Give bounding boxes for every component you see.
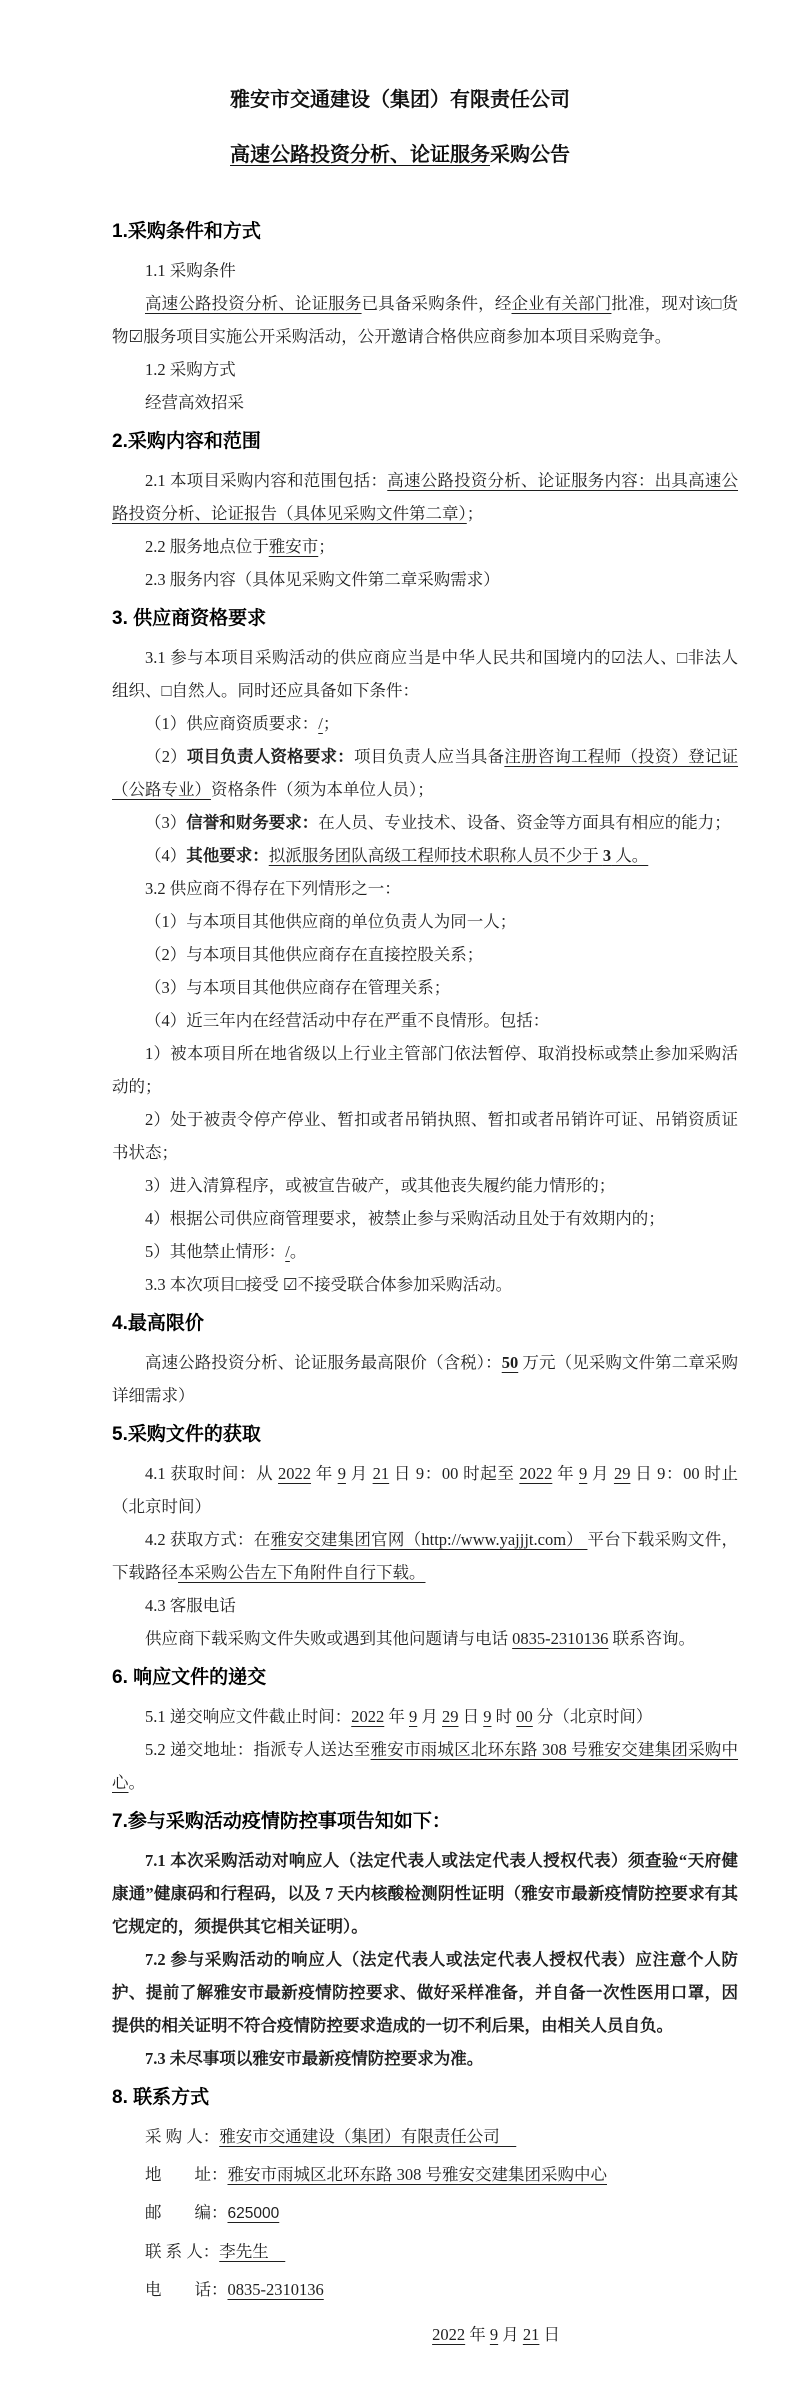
text-run: 29 — [442, 1707, 459, 1726]
paragraph — [112, 287, 738, 353]
text-run: 9 — [579, 1464, 588, 1483]
paragraph — [112, 905, 738, 938]
text-run: ； — [322, 714, 340, 733]
paragraph — [112, 353, 738, 386]
text-run: 9 — [483, 1707, 492, 1726]
text-run: （3）与本项目其他供应商存在管理关系； — [145, 978, 451, 997]
text-run: 平台下载采购文件，下载路径 — [112, 1530, 739, 1582]
text-run: / — [285, 1242, 290, 1261]
text-run: 拟派服务团队高级工程师技术职称人员不少于 — [268, 846, 603, 865]
text-run: 信誉和财务要求： — [186, 813, 319, 832]
contact-row — [112, 2158, 738, 2191]
text-run: 日 9：00 时止（北京时间） — [112, 1464, 739, 1516]
text-run: 1）被本项目所在地省级以上行业主管部门依法暂停、取消投标或禁止参加采购活动的； — [112, 1044, 738, 1096]
paragraph — [112, 872, 738, 905]
text-run: 5.2 递交地址：指派专人送达至 — [145, 1740, 371, 1759]
text-run: 高速公路投资分析、论证服务 — [230, 144, 490, 166]
document-date — [112, 2318, 738, 2351]
text-run: 1.2 采购方式 — [145, 360, 236, 379]
text-run: ； — [318, 537, 335, 556]
paragraph — [112, 1004, 738, 1037]
text-run: 分（北京时间） — [532, 1707, 653, 1726]
contact-row — [112, 2235, 738, 2268]
paragraph — [112, 1700, 738, 1733]
text-run: 年 — [311, 1464, 338, 1483]
paragraph — [112, 254, 738, 287]
section-1 — [112, 219, 738, 419]
paragraph — [112, 1235, 738, 1268]
section-8 — [112, 2085, 738, 2306]
text-run: 9 — [409, 1707, 418, 1726]
text-run: 3.2 供应商不得存在下列情形之一： — [145, 879, 401, 898]
paragraph — [112, 938, 738, 971]
section-heading: 8. 联系方式 — [112, 2087, 210, 2108]
paragraph — [112, 563, 738, 596]
text-run: 29 — [613, 1464, 631, 1483]
section-heading: 5.采购文件的获取 — [112, 1424, 261, 1445]
text-run: 7.2 参与采购活动的响应人（法定代表人或法定代表人授权代表）应注意个人防护、提前了解雅安市最新疫情防控要求、做好采样准备，并自备一次性医用口罩，因提供的相关证明不符合疫情防控要求造成的一切不利后果，由相关人员自负。 — [112, 1950, 738, 2035]
text-run: 供应商下载采购文件失败或遇到其他问题请与电话 — [145, 1629, 513, 1648]
text-run: 人。 — [611, 846, 649, 865]
text-run: 2.2 服务地点位于 — [145, 537, 269, 556]
text-run: 邮 编： — [145, 2203, 228, 2222]
paragraph — [112, 1844, 738, 1943]
text-run: 2.1 本项目采购内容和范围包括： — [145, 471, 388, 490]
section-heading: 2.采购内容和范围 — [112, 431, 261, 452]
text-run: 。 — [128, 1773, 145, 1792]
text-run: 00 — [516, 1707, 533, 1726]
text-run: 4.3 客服电话 — [145, 1596, 236, 1615]
paragraph — [112, 971, 738, 1004]
paragraph — [112, 1523, 738, 1589]
paragraph — [112, 464, 738, 530]
text-run: 在人员、专业技术、设备、资金等方面具有相应的能力； — [318, 813, 731, 832]
text-run: 2022 — [432, 2325, 466, 2344]
text-run: 采购公告 — [490, 144, 570, 166]
text-run: 4.2 获取方式：在 — [145, 1530, 271, 1549]
text-run: 其他要求： — [186, 846, 269, 865]
paragraph — [112, 740, 738, 806]
paragraph — [112, 1589, 738, 1622]
contact-row — [112, 2273, 738, 2306]
text-run: （3） — [145, 813, 187, 832]
text-run: （1）与本项目其他供应商的单位负责人为同一人； — [145, 912, 517, 931]
text-run: 批准，现对该□货物☑服务项目实施公开采购活动，公开邀请合格供应商参加本项目采购竞争。 — [112, 294, 739, 346]
document-body — [112, 219, 738, 2306]
text-run: 地 址： — [145, 2165, 228, 2184]
text-run: 月 — [587, 1464, 614, 1483]
text-run: 年 — [465, 2325, 490, 2344]
text-run: 9 — [337, 1464, 346, 1483]
text-run: （2）与本项目其他供应商存在直接控股关系； — [145, 945, 484, 964]
text-run: 月 — [417, 1707, 442, 1726]
text-run: 7.3 未尽事项以雅安市最新疫情防控要求为准。 — [145, 2049, 484, 2068]
document-title-line2 — [62, 141, 738, 169]
text-run: 9 — [489, 2325, 499, 2344]
paragraph — [112, 1202, 738, 1235]
text-run: 4.1 获取时间：从 — [145, 1464, 279, 1483]
text-run: 2022 — [278, 1464, 312, 1483]
text-run: 5）其他禁止情形： — [145, 1242, 286, 1261]
text-run: 21 — [522, 2325, 540, 2344]
paragraph — [112, 1943, 738, 2042]
paragraph — [112, 2042, 738, 2075]
text-run: 1.1 采购条件 — [145, 261, 236, 280]
text-run: 5.1 递交响应文件截止时间： — [145, 1707, 352, 1726]
text-run: ； — [466, 504, 484, 523]
text-run: 月 — [345, 1464, 373, 1483]
text-run: （4）近三年内在经营活动中存在严重不良情形。包括： — [145, 1011, 550, 1030]
text-run: 年 — [384, 1707, 409, 1726]
text-run: 625000 — [227, 2205, 280, 2222]
text-run: 企业有关部门 — [511, 294, 612, 313]
section-5 — [112, 1422, 738, 1655]
section-heading: 7.参与采购活动疫情防控事项告知如下： — [112, 1811, 451, 1832]
paragraph — [112, 530, 738, 563]
paragraph — [112, 1622, 738, 1655]
text-run: 高速公路投资分析、论证服务内容：出具高速公路投资分析、论证报告（具体见采购文件第二章） — [112, 471, 739, 523]
section-6 — [112, 1665, 738, 1799]
text-run: 高速公路投资分析、论证服务 — [145, 294, 362, 313]
section-2 — [112, 429, 738, 596]
text-run: 7.1 本次采购活动对响应人（法定代表人或法定代表人授权代表）须查验“天府健康通”健康码和行程码，以及 7 天内核酸检测阴性证明（雅安市最新疫情防控要求有其它规定的，须提供其它相关证明）。 — [112, 1851, 738, 1936]
text-run: 3.1 参与本项目采购活动的供应商应当是中华人民共和国境内的☑法人、□非法人组织、□自然人。同时还应具备如下条件： — [112, 648, 738, 700]
text-run: 0835-2310136 — [512, 1629, 609, 1648]
paragraph — [112, 1346, 738, 1412]
text-run: 已具备采购条件，经 — [361, 294, 512, 313]
text-run: 雅安市 — [268, 537, 319, 556]
section-7 — [112, 1809, 738, 2075]
text-run: 日 — [458, 1707, 484, 1726]
paragraph — [112, 641, 738, 707]
text-run: 时 — [491, 1707, 517, 1726]
text-run: 万元（见采购文件第二章采购详细需求） — [112, 1353, 739, 1405]
paragraph — [112, 1103, 738, 1169]
text-run: 本采购公告左下角附件自行下载。 — [178, 1563, 426, 1582]
text-run: 3.3 本次项目□接受 ☑不接受联合体参加采购活动。 — [145, 1275, 513, 1294]
paragraph — [112, 1733, 738, 1799]
section-heading: 4.最高限价 — [112, 1313, 204, 1334]
text-run: 21 — [372, 1464, 390, 1483]
section-3 — [112, 606, 738, 1301]
text-run: 3 — [602, 846, 612, 865]
text-run: 年 — [552, 1464, 579, 1483]
text-run: 资格条件（须为本单位人员）； — [211, 780, 434, 799]
text-run: 项目负责人应当具备 — [353, 747, 505, 766]
text-run: 采 购 人： — [145, 2127, 220, 2146]
text-run: （2） — [145, 747, 187, 766]
text-run: 2.3 服务内容（具体见采购文件第二章采购需求） — [145, 570, 500, 589]
text-run: （1）供应商资质要求： — [145, 714, 319, 733]
section-heading: 3. 供应商资格要求 — [112, 608, 267, 629]
text-run: 3）进入清算程序，或被宣告破产，或其他丧失履约能力情形的； — [145, 1176, 616, 1195]
paragraph — [112, 386, 738, 419]
paragraph — [112, 1457, 738, 1523]
contact-row — [112, 2196, 738, 2230]
paragraph — [112, 1169, 738, 1202]
section-heading: 1.采购条件和方式 — [112, 221, 261, 242]
paragraph — [112, 1037, 738, 1103]
text-run: 李先生 — [219, 2242, 286, 2261]
paragraph — [112, 806, 738, 839]
text-run: 。 — [289, 1242, 307, 1261]
text-run: 雅安市雨城区北环东路 308 号雅安交建集团采购中心 — [112, 1740, 739, 1792]
text-run: 联 系 人： — [145, 2242, 220, 2261]
text-run: 0835-2310136 — [227, 2280, 324, 2299]
document-title-line1: 雅安市交通建设（集团）有限责任公司 — [230, 89, 570, 111]
text-run: 项目负责人资格要求： — [186, 747, 354, 766]
text-run: 日 9：00 时起至 — [389, 1464, 520, 1483]
text-run: 高速公路投资分析、论证服务最高限价（含税）： — [145, 1353, 502, 1372]
text-run: 4）根据公司供应商管理要求，被禁止参与采购活动且处于有效期内的； — [145, 1209, 665, 1228]
text-run: / — [318, 714, 323, 733]
text-run: 日 — [539, 2325, 560, 2344]
text-run: （4） — [145, 846, 187, 865]
text-run: 雅安交建集团官网（http://www.yajjjt.com） — [270, 1530, 588, 1549]
text-run: 月 — [498, 2325, 523, 2344]
section-4 — [112, 1311, 738, 1412]
text-run: 注册咨询工程师（投资）登记证（公路专业） — [112, 747, 739, 799]
section-heading: 6. 响应文件的递交 — [112, 1667, 267, 1688]
text-run: 2022 — [351, 1707, 385, 1726]
text-run: 雅安市交通建设（集团）有限责任公司 — [219, 2127, 517, 2146]
contact-row — [112, 2120, 738, 2153]
paragraph — [112, 839, 738, 872]
text-run: 电 话： — [145, 2280, 228, 2299]
text-run: 雅安市雨城区北环东路 308 号雅安交建集团采购中心 — [227, 2165, 607, 2184]
paragraph — [112, 707, 738, 740]
text-run: 2022 — [519, 1464, 553, 1483]
text-run: 50 — [501, 1353, 519, 1372]
paragraph — [112, 1268, 738, 1301]
text-run: 联系咨询。 — [608, 1629, 695, 1648]
text-run: 2）处于被责令停产停业、暂扣或者吊销执照、暂扣或者吊销许可证、吊销资质证书状态； — [112, 1110, 738, 1162]
text-run: 经营高效招采 — [145, 393, 244, 412]
